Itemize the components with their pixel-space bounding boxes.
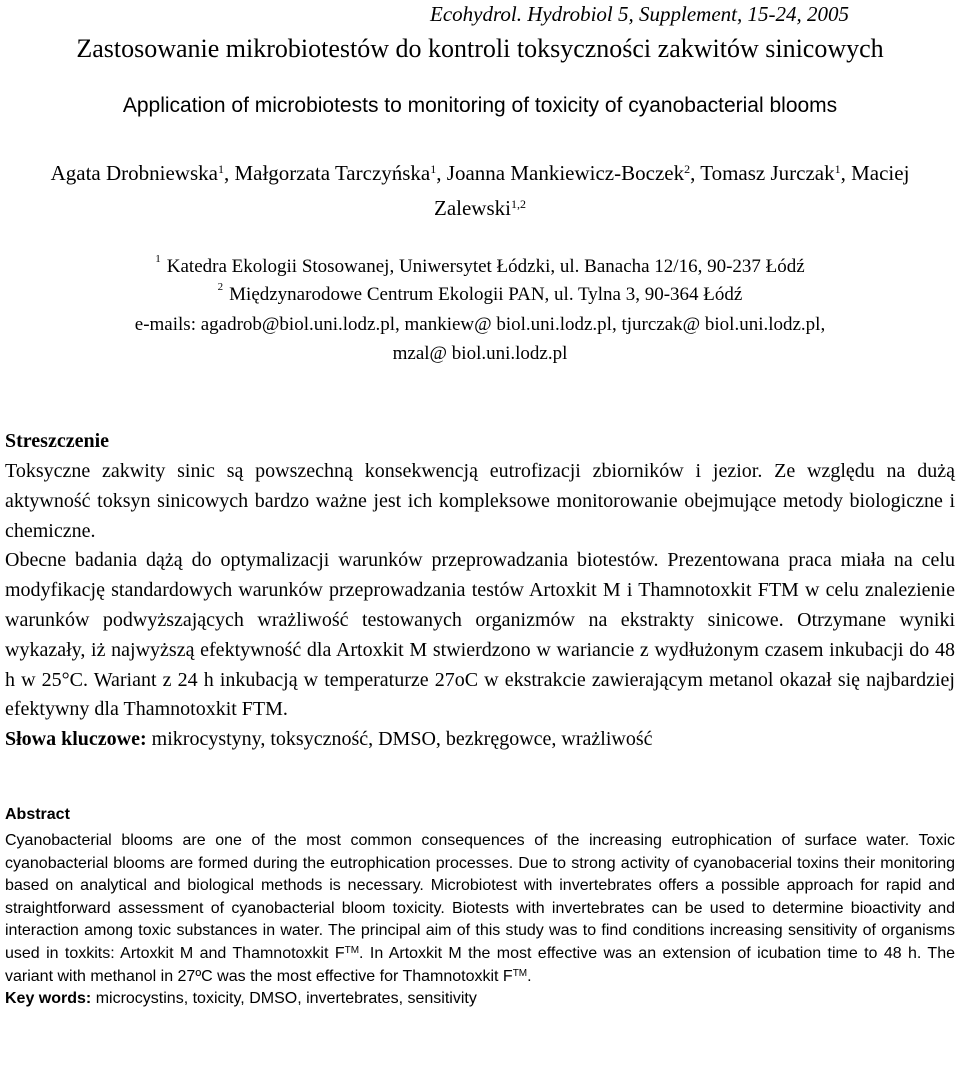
title-english: Application of microbiotests to monitoring of toxicity of cyanobacterial blooms xyxy=(122,94,838,117)
affiliation-text: Katedra Ekologii Stosowanej, Uniwersytet Łódzki, ul. Banacha 12/16, 90-237 Łódź xyxy=(166,256,805,277)
trademark-mark: TM xyxy=(512,967,528,979)
streszczenie-paragraph: Toksyczne zakwity sinic są powszechną konsekwencją eutrofizacji zbiorników i jezior. Ze względu na dużą aktywność toksyn sinicowych bardzo ważne jest ich kompleksowe monitorowanie obejmujące metody biologiczne i chemiczne. xyxy=(5,460,955,542)
author-affiliation-mark: 2 xyxy=(684,162,691,176)
keywords-label: Słowa kluczowe: xyxy=(5,728,147,751)
abstract-text: . xyxy=(527,967,532,985)
keywords-polish xyxy=(5,725,955,755)
affiliation-2 xyxy=(10,281,950,306)
title-polish: Zastosowanie mikrobiotestów do kontroli toksyczności zakwitów sinicowych xyxy=(76,34,884,63)
streszczenie-body xyxy=(5,457,955,755)
keywords-text: mikrocystyny, toksyczność, DMSO, bezkręgowce, wrażliwość xyxy=(146,728,653,751)
author-affiliation-mark: 1 xyxy=(834,162,841,176)
affiliation-1 xyxy=(10,253,950,278)
author-affiliation-mark: 1,2 xyxy=(510,197,526,211)
author-list xyxy=(10,156,950,226)
keywords-english xyxy=(5,988,955,1011)
affiliation-mark: 2 xyxy=(217,281,224,293)
abstract-text: Cyanobacterial blooms are one of the most common consequences of the increasing eutrophication of surface water. Toxic cyanobacterial blooms are formed during the eutrophication processes. Due to strong activity of cyanobacerial toxins their monitoring based on analytical and biological methods is necessary. Microbiotest with invertebrates offers a possible approach for rapid and straightforward assessment of cyanobacterial bloom toxicity. Biotests with invertebrates can be used to determine bioactivity and interaction among toxic substances in water. The principal aim of this study was to find conditions increasing sensitivity of organisms used in toxkits: Artoxkit M and Thamnotoxkit F xyxy=(5,832,955,962)
abstract-paragraph xyxy=(5,830,955,988)
keywords-label: Key words: xyxy=(5,990,92,1008)
streszczenie-paragraph: Obecne badania dążą do optymalizacji warunków przeprowadzania biotestów. Prezentowana praca miała na celu modyfikację standardowych warunków przeprowadzania testów Artoxkit M i Thamnotoxkit FTM w celu znalezienie warunków podwyższających wrażliwość testowanych organizmów na ekstrakty sinicowe. Otrzymane wyniki wykazały, iż najwyższą efektywność dla Artoxkit M stwierdzono w wariancie z wydłużonym czasem inkubacji do 48 h w 25°C. Wariant z 24 h inkubacją w temperaturze 27oC w ekstrakcie zawierającym metanol okazał się najbardziej efektywny dla Thamnotoxkit FTM. xyxy=(5,549,955,721)
affiliation-mark: 1 xyxy=(155,253,161,265)
emails-line-2: mzal@ biol.uni.lodz.pl xyxy=(392,343,568,364)
author-name: , Maciej Zalewski xyxy=(434,161,910,220)
author-affiliation-mark: 1 xyxy=(217,162,224,176)
emails-line-1: e-mails: agadrob@biol.uni.lodz.pl, mankiew@ biol.uni.lodz.pl, tjurczak@ biol.uni.lodz.pl, xyxy=(134,314,826,335)
abstract-text: . In Artoxkit M the most effective was an extension of icubation time to 48 h. The variant with methanol in 27ºC was the most effective for Thamnotoxkit F xyxy=(5,944,955,985)
author-name: , Tomasz Jurczak xyxy=(690,161,835,185)
author-name: , Małgorzata Tarczyńska xyxy=(223,161,431,185)
author-affiliation-mark: 1 xyxy=(430,162,437,176)
abstract-body xyxy=(5,830,955,1011)
trademark-mark: TM xyxy=(344,944,360,956)
journal-citation: Ecohydrol. Hydrobiol 5, Supplement, 15-24, 2005 xyxy=(430,2,849,26)
streszczenie-heading: Streszczenie xyxy=(5,430,110,452)
abstract-heading: Abstract xyxy=(5,806,70,823)
author-name: Agata Drobniewska xyxy=(50,161,218,185)
affiliation-text: Międzynarodowe Centrum Ekologii PAN, ul. Tylna 3, 90-364 Łódź xyxy=(229,284,743,305)
keywords-text: microcystins, toxicity, DMSO, invertebrates, sensitivity xyxy=(91,990,477,1008)
author-name: , Joanna Mankiewicz-Boczek xyxy=(436,161,685,185)
